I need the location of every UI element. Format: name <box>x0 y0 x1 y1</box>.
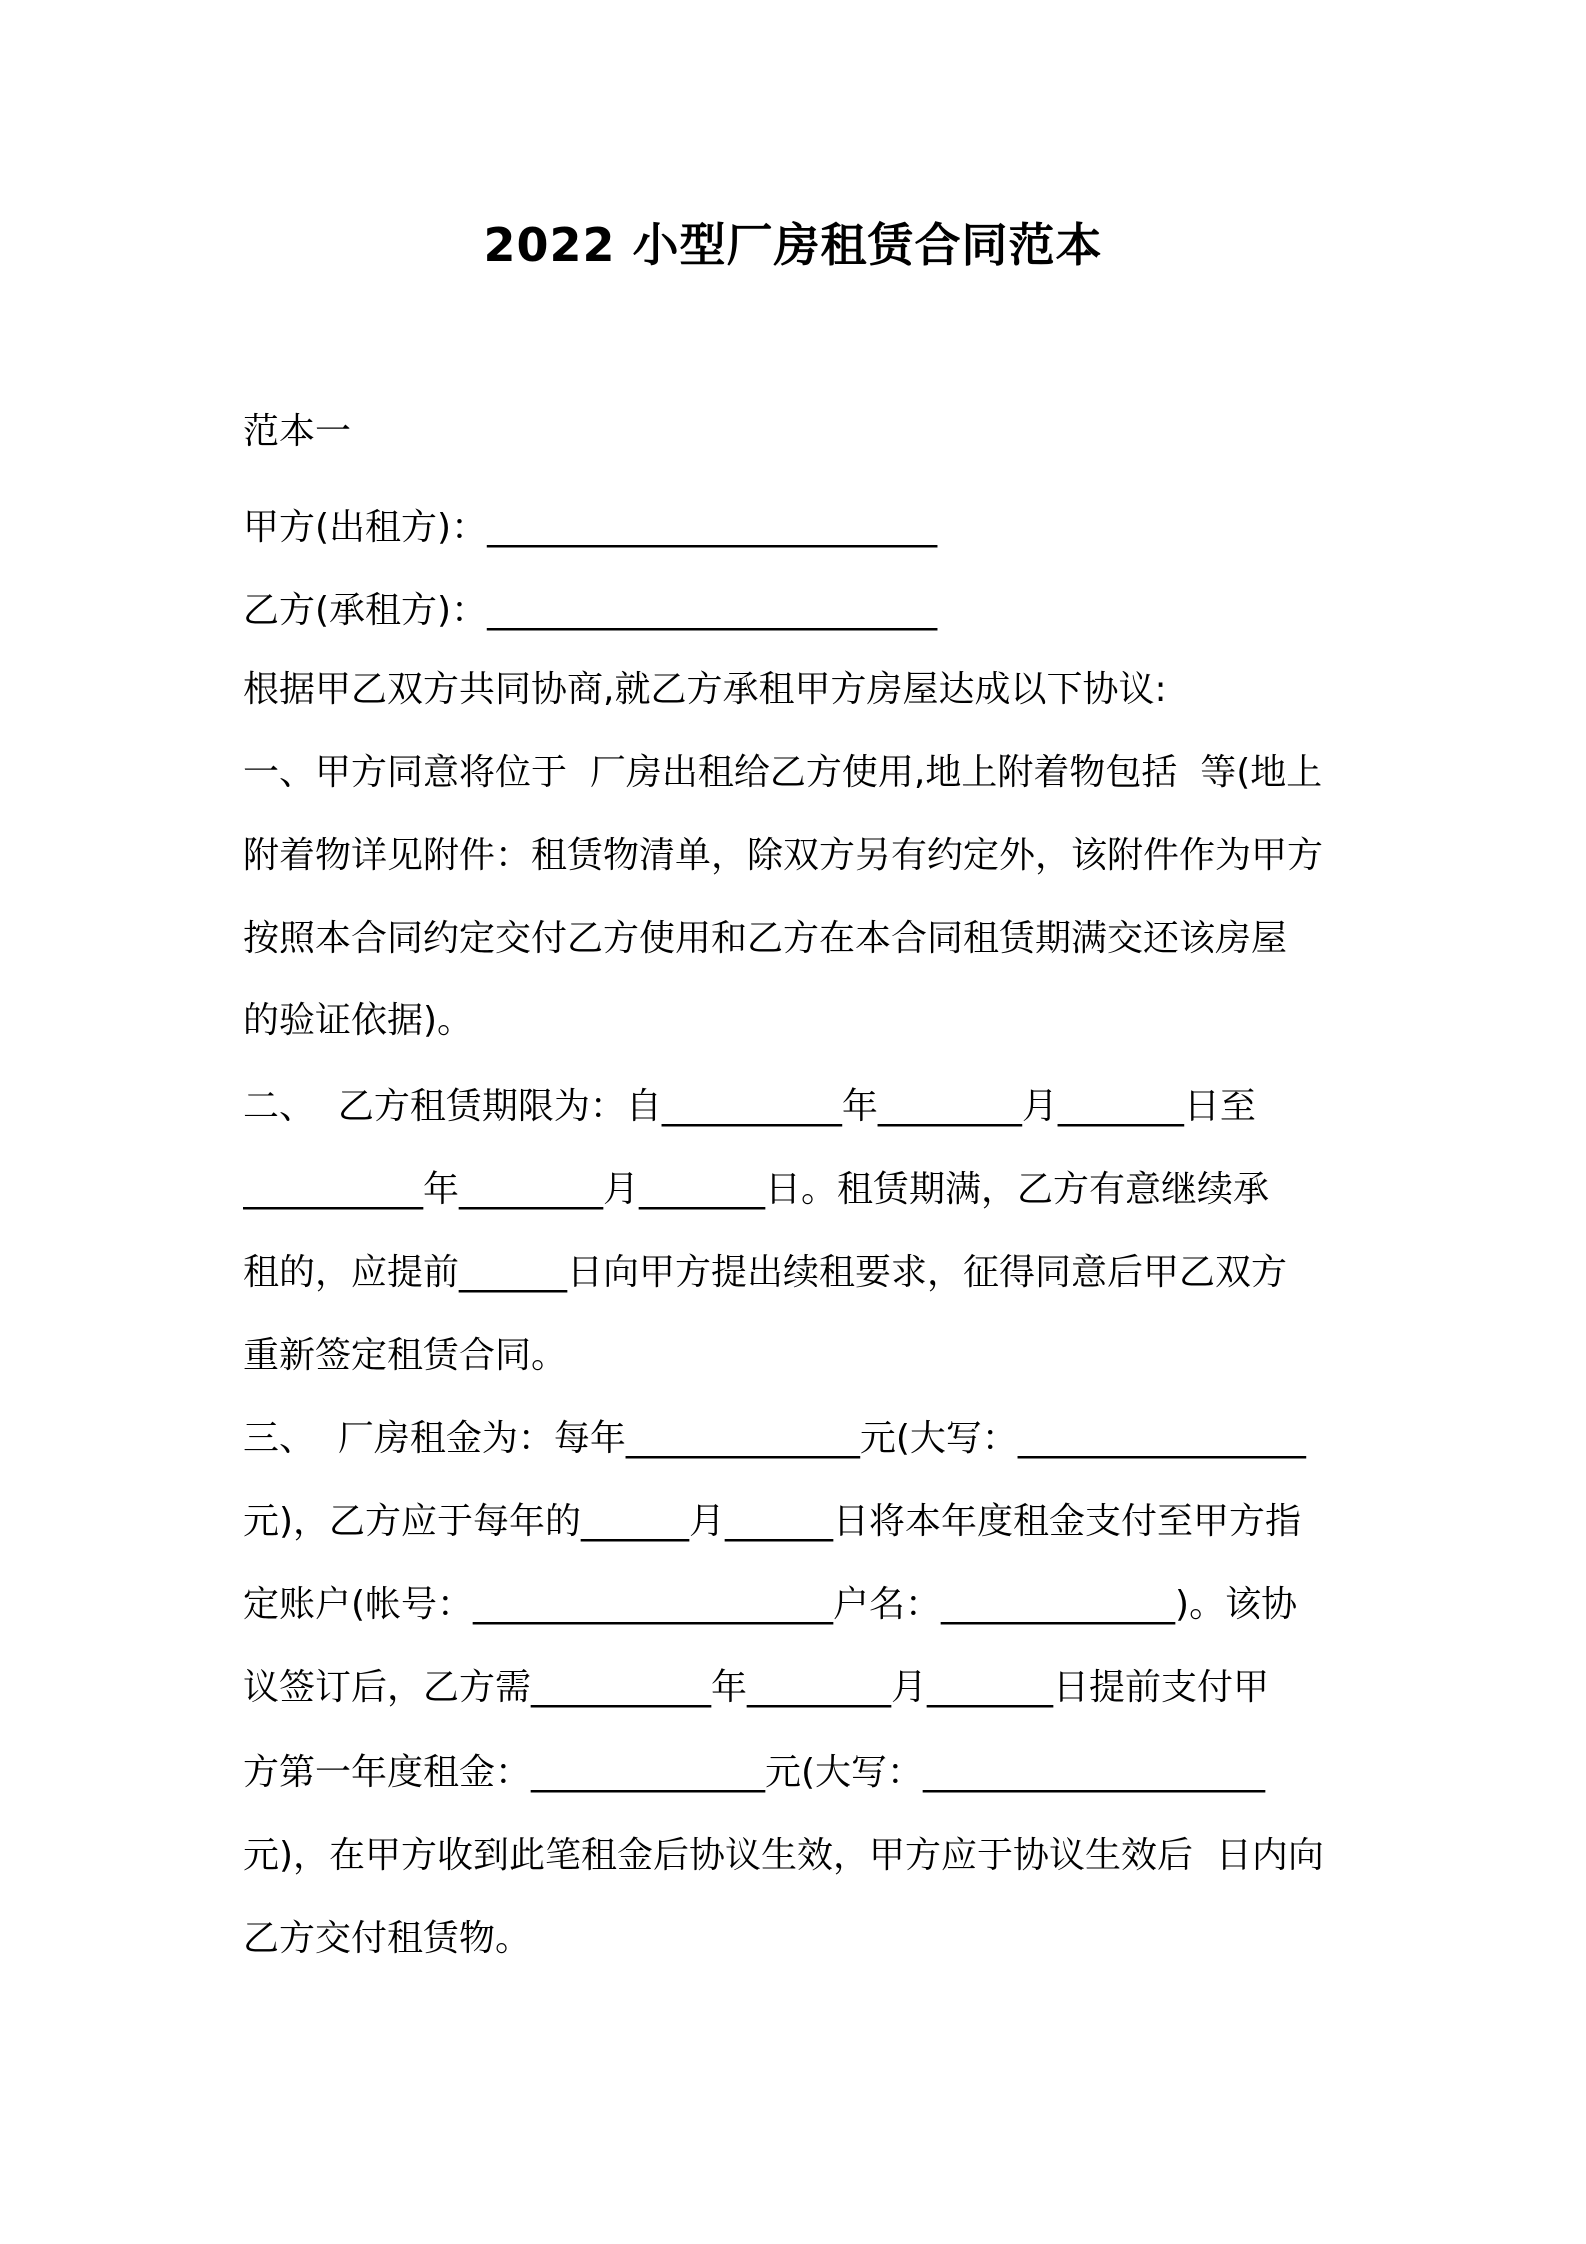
clause-3-line-3: 定账户(帐号：____________________户名：_____________)。该协 <box>243 1584 1298 1625</box>
clause-3-line-6: 元)，在甲方收到此笔租金后协议生效，甲方应于协议生效后 日内向 <box>243 1835 1324 1876</box>
sample-label: 范本一 <box>243 411 352 452</box>
clause-1-line-4: 的验证依据)。 <box>243 1000 474 1041</box>
agreement-intro: 根据甲乙双方共同协商,就乙方承租甲方房屋达成以下协议: <box>243 669 1167 710</box>
clause-1-line-1: 一、甲方同意将位于 厂房出租给乙方使用,地上附着物包括 等(地上 <box>243 752 1323 793</box>
clause-1-line-3: 按照本合同约定交付乙方使用和乙方在本合同租赁期满交还该房屋 <box>243 918 1288 959</box>
clause-2-line-1: 二、 乙方租赁期限为：自__________年________月_______日至 <box>243 1086 1256 1127</box>
clause-2-line-3: 租的，应提前______日向甲方提出续租要求，征得同意后甲乙双方 <box>243 1252 1288 1293</box>
clause-3-line-5: 方第一年度租金：_____________元(大写：___________________ <box>243 1752 1266 1793</box>
clause-2-line-2: __________年________月_______日。租赁期满，乙方有意继续承 <box>243 1169 1270 1210</box>
clause-3-line-7: 乙方交付租赁物。 <box>243 1918 532 1959</box>
clause-3-line-2: 元)，乙方应于每年的______月______日将本年度租金支付至甲方指 <box>243 1501 1302 1542</box>
party-b-line: 乙方(承租方)：_________________________ <box>243 590 938 631</box>
document-title: 2022 小型厂房租赁合同范本 <box>483 218 1103 272</box>
party-a-line: 甲方(出租方)：_________________________ <box>243 507 938 548</box>
clause-2-line-4: 重新签定租赁合同。 <box>243 1335 568 1376</box>
clause-3-line-1: 三、 厂房租金为：每年_____________元(大写：________________ <box>243 1418 1306 1459</box>
clause-1-line-2: 附着物详见附件：租赁物清单，除双方另有约定外，该附件作为甲方 <box>243 835 1324 876</box>
clause-3-line-4: 议签订后，乙方需__________年________月_______日提前支付甲 <box>243 1667 1270 1708</box>
